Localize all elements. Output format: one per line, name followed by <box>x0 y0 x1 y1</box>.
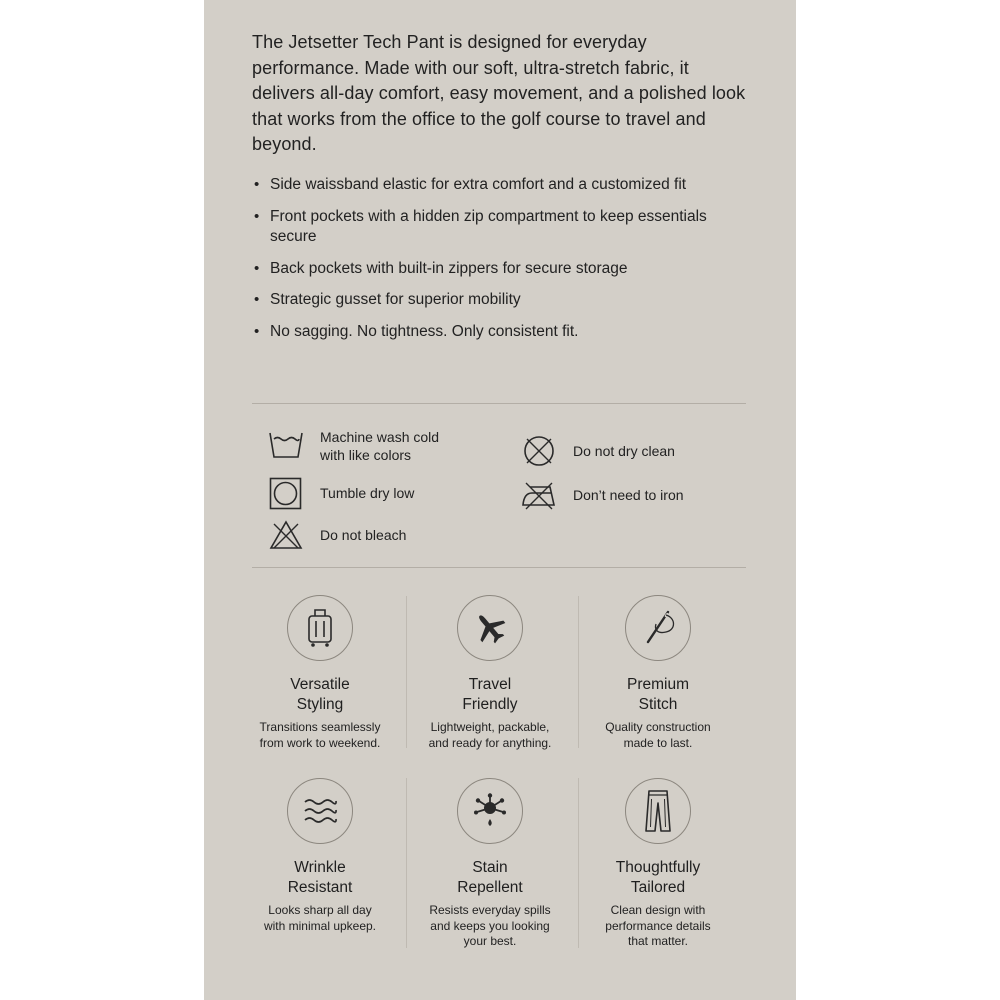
column-separator <box>406 596 407 748</box>
feature-description <box>240 720 400 751</box>
feature-description <box>240 903 400 934</box>
feature-description-line: Lightweight, packable, <box>430 720 550 734</box>
feature-description-line: and ready for anything. <box>428 735 552 750</box>
waves-icon <box>302 796 338 826</box>
feature-icon-circle <box>457 595 523 661</box>
feature-title-line: Resistant <box>287 878 353 896</box>
feature-description <box>410 903 570 950</box>
care-wash-text <box>320 428 439 464</box>
care-wash-line: Machine wash cold <box>320 429 440 445</box>
feature-description-line: made to last. <box>623 735 693 750</box>
no-dry-clean-icon <box>522 434 556 468</box>
feature-title <box>410 675 570 714</box>
feature-title-line: Styling <box>296 695 344 713</box>
feature-wrinkle-resistant <box>240 778 400 934</box>
no-iron-icon <box>520 481 558 511</box>
divider <box>252 403 746 404</box>
feature-title-line: Travel <box>468 676 512 693</box>
feature-description <box>578 720 738 751</box>
no-bleach-icon <box>269 520 303 550</box>
airplane-icon <box>471 609 509 647</box>
product-details-panel <box>204 0 796 1000</box>
stain-drop-icon <box>471 792 509 830</box>
feature-title-line: Stain <box>472 859 508 876</box>
feature-description-line: with minimal upkeep. <box>263 918 377 933</box>
feature-title-line: Thoughtfully <box>615 859 701 876</box>
feature-icon-circle <box>287 778 353 844</box>
feature-bullet-list <box>252 175 752 353</box>
tumble-dry-icon <box>269 477 302 510</box>
feature-description-line: Clean design with <box>610 903 706 917</box>
care-dryclean-text: Do not dry clean <box>573 443 675 459</box>
care-bleach-text: Do not bleach <box>320 527 407 543</box>
feature-description-line: Resists everyday spills <box>429 903 551 917</box>
divider <box>252 567 746 568</box>
feature-versatile-styling <box>240 595 400 751</box>
column-separator <box>406 778 407 948</box>
feature-description-line: Looks sharp all day <box>268 903 372 917</box>
feature-icon-circle <box>287 595 353 661</box>
feature-icon-circle <box>625 595 691 661</box>
feature-description-line: your best. <box>463 934 517 948</box>
feature-title <box>410 858 570 897</box>
feature-title-line: Wrinkle <box>294 859 346 876</box>
needle-thread-icon <box>638 608 678 648</box>
bullet-item: • Front pockets with a hidden zip compartment to keep essentials secure <box>252 207 752 248</box>
product-intro-text: The Jetsetter Tech Pant is designed for everyday performance. Made with our soft, ultra-stretch fabric, it delivers all-day comfort, easy movement, and a polished look that works from the office to the golf course to travel and beyond. <box>252 32 746 154</box>
feature-title-line: Premium <box>626 676 689 693</box>
feature-title-line: Friendly <box>462 695 518 713</box>
feature-description <box>410 720 570 751</box>
care-tumble-text: Tumble dry low <box>320 485 415 501</box>
feature-title-line: Stitch <box>638 695 678 713</box>
feature-description-line: Quality construction <box>605 720 711 734</box>
feature-description-line: performance details <box>605 918 711 933</box>
care-iron-text: Don’t need to iron <box>573 487 684 503</box>
bullet-item: • No sagging. No tightness. Only consistent fit. <box>252 322 752 343</box>
feature-thoughtfully-tailored <box>578 778 738 950</box>
feature-title <box>578 675 738 714</box>
feature-travel-friendly <box>410 595 570 751</box>
feature-icon-circle <box>457 778 523 844</box>
bullet-item: • Strategic gusset for superior mobility <box>252 290 752 311</box>
feature-premium-stitch <box>578 595 738 751</box>
feature-title-line: Tailored <box>630 878 686 896</box>
bullet-item: • Side waissband elastic for extra comfort and a customized fit <box>252 175 752 196</box>
feature-title-line: Versatile <box>290 676 350 693</box>
feature-description-line: from work to weekend. <box>259 735 381 750</box>
feature-description-line: Transitions seamlessly <box>259 720 381 734</box>
care-wash-line: with like colors <box>320 447 412 463</box>
feature-title-line: Repellent <box>457 878 523 896</box>
suitcase-icon <box>303 608 337 648</box>
feature-icon-circle <box>625 778 691 844</box>
feature-title <box>240 858 400 897</box>
feature-title <box>578 858 738 897</box>
pants-icon <box>643 789 673 833</box>
feature-description-line: and keeps you looking <box>430 918 550 933</box>
bullet-item: • Back pockets with built-in zippers for secure storage <box>252 259 752 280</box>
feature-stain-repellent <box>410 778 570 950</box>
feature-description <box>578 903 738 950</box>
wash-tub-icon <box>268 430 304 460</box>
feature-title <box>240 675 400 714</box>
feature-description-line: that matter. <box>627 934 689 948</box>
